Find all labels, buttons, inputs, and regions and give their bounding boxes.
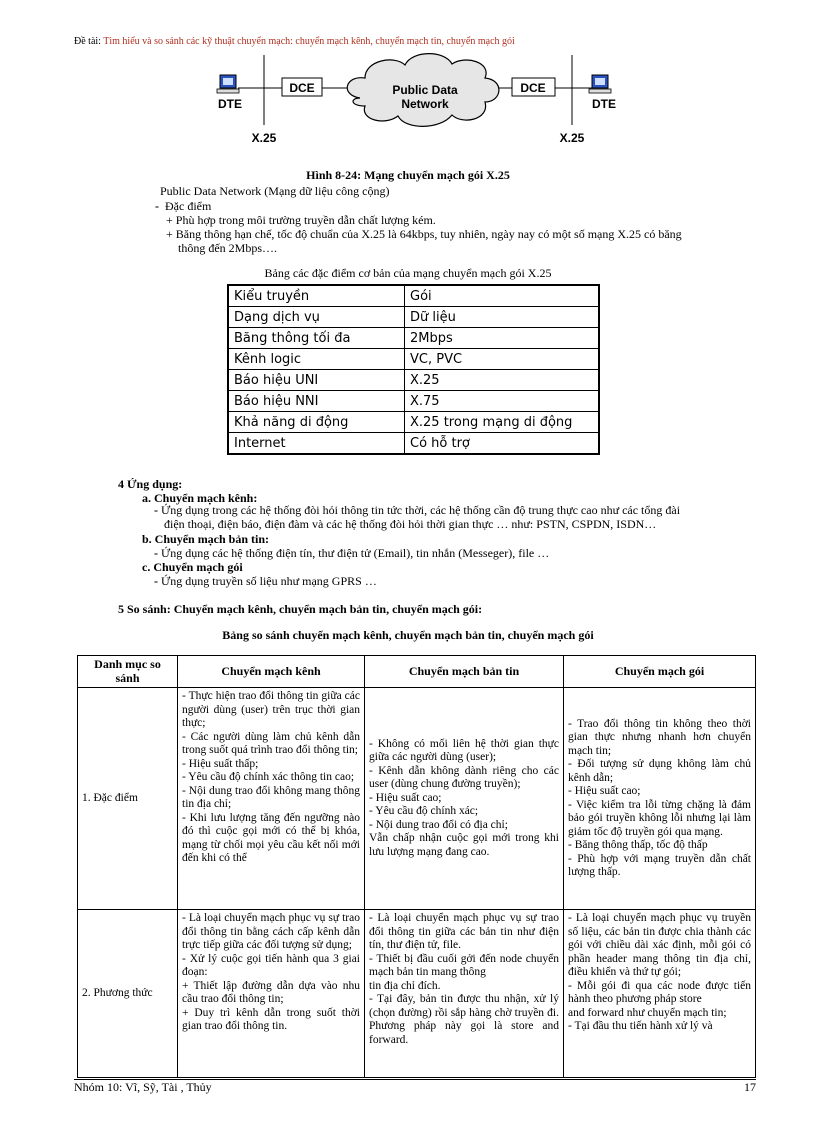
cell-circuit-method: - Là loại chuyển mạch phục vụ sự trao đổi thông tin bằng cách cấp kênh dẫn trực tiếp giữa các đối tượng sử dụng; - Xử lý cuộc gọi tiến hành qua 3 giai đoạn: + Thiết lập đường dẫn dựa vào nhu cầu trao đổi thông tin; + Duy trì kênh dẫn trong suốt thời gian trao đổi thông tin. xyxy=(178,910,365,1078)
props-key: Internet xyxy=(228,433,405,455)
section-4c-text: - Ứng dụng truyền số liệu như mạng GPRS … xyxy=(154,574,377,588)
props-row xyxy=(228,391,599,412)
header-label: Đề tài: xyxy=(74,36,101,47)
header-circuit: Chuyển mạch kênh xyxy=(178,656,365,688)
page-number: 17 xyxy=(744,1080,756,1094)
props-key: Báo hiệu NNI xyxy=(228,391,405,412)
cloud-label-line2: Network xyxy=(401,97,449,111)
section-4b-title: b. Chuyển mạch bản tin: xyxy=(142,532,270,546)
props-value: X.25 trong mạng di động xyxy=(405,412,600,433)
props-value: Dữ liệu xyxy=(405,307,600,328)
props-row xyxy=(228,307,599,328)
features-heading: - Đặc điểm xyxy=(155,199,212,213)
props-row xyxy=(228,412,599,433)
page-header xyxy=(74,36,515,47)
header-topic: Tìm hiểu và so sánh các kỹ thuật chuyển mạch: chuyển mạch kênh, chuyển mạch tin, chuyển mạch gói xyxy=(103,36,515,47)
props-key: Báo hiệu UNI xyxy=(228,370,405,391)
props-row xyxy=(228,328,599,349)
footer-group: Nhóm 10: Vĩ, Sỹ, Tài , Thủy xyxy=(74,1080,212,1094)
page-footer xyxy=(74,1079,756,1095)
dte-left-label: DTE xyxy=(218,97,242,111)
cell-circuit-characteristics: - Thực hiện trao đổi thông tin giữa các người dùng (user) trên trục thời gian thực; - Các người dùng làm chủ kênh dẫn trong suốt quá trình trao đổi thông tin; - Hiệu suất thấp; - Yêu cầu độ chính xác thông tin cao; - Nội dung trao đổi không mang thông tin địa chỉ; - Khi lưu lượng tăng đến ngưỡng nào đó thì cuộc gọi mới có thể bị khóa, mạng từ chối mọi yêu cầu kết nối mới đến khi có thể xyxy=(178,688,365,910)
figure-caption: Hình 8-24: Mạng chuyển mạch gói X.25 xyxy=(306,168,510,182)
feature-bullet-2-cont: thông đến 2Mbps…. xyxy=(178,241,277,255)
props-key: Kênh logic xyxy=(228,349,405,370)
public-data-network-cloud xyxy=(347,54,499,127)
props-value: VC, PVC xyxy=(405,349,600,370)
row-label-characteristics: 1. Đặc điểm xyxy=(78,688,178,910)
cloud-label-line1: Public Data xyxy=(392,83,458,97)
comparison-table-caption: Bảng so sánh chuyển mạch kênh, chuyển mạch bản tin, chuyển mạch gói xyxy=(222,628,594,642)
props-key: Băng thông tối đa xyxy=(228,328,405,349)
feature-bullet-2: + Băng thông hạn chế, tốc độ chuẩn của X.25 là 64kbps, tuy nhiên, ngày nay có một số mạng X.25 có băng xyxy=(166,227,682,241)
svg-text:DCE: DCE xyxy=(520,81,546,95)
x25-right-label: X.25 xyxy=(559,131,585,145)
dce-left xyxy=(282,78,322,96)
props-value: X.75 xyxy=(405,391,600,412)
svg-text:DCE: DCE xyxy=(289,81,315,95)
comparison-table xyxy=(77,655,756,1078)
props-row xyxy=(228,349,599,370)
section-4b-text: - Ứng dụng các hệ thống điện tín, thư điện tử (Email), tin nhắn (Messeger), file … xyxy=(154,546,550,560)
props-value: X.25 xyxy=(405,370,600,391)
props-row xyxy=(228,285,599,307)
cell-message-method: - Là loại chuyển mạch phục vụ sự trao đổi thông tin giữa các bản tin như điện tín, thư điện tử, file. - Thiết bị đầu cuối gởi đến node chuyển mạch bản tin mang thông tin địa chỉ đích. - Tại đây, bản tin được thu nhận, xử lý (chọn đường) rồi sắp hàng chờ truyền đi. Phương pháp này gọi là store and forward. xyxy=(365,910,564,1078)
cell-message-characteristics: - Không có mối liên hệ thời gian thực giữa các người dùng (user); - Kênh dẫn không dành riêng cho các user (dùng chung đường truyền); - Hiệu suất cao; - Yêu cầu độ chính xác; - Nội dung trao đổi có địa chỉ; Vẫn chấp nhận cuộc gọi mới trong khi lưu lượng mạng đang cao. xyxy=(365,688,564,910)
props-row xyxy=(228,433,599,455)
props-key: Khả năng di động xyxy=(228,412,405,433)
dte-right-computer-icon xyxy=(589,75,611,93)
section-5-title: 5 So sánh: Chuyển mạch kênh, chuyển mạch bản tin, chuyển mạch gói: xyxy=(118,602,483,616)
section-4a-text: - Ứng dụng trong các hệ thống đòi hỏi thông tin tức thời, các hệ thống cần độ trung thực cao như các tổng đài điện thoại, điện báo, điện đàm và các hệ thống đòi hỏi thời gian thực … như: PSTN, CSPDN, ISDN… xyxy=(154,503,681,531)
pdn-line: Public Data Network (Mạng dữ liệu công cộng) xyxy=(160,184,390,198)
props-row xyxy=(228,370,599,391)
cell-packet-characteristics: - Trao đổi thông tin không theo thời gian thực nhưng nhanh hơn chuyển mạch tin; - Đối tượng sử dụng không làm chủ kênh dẫn; - Hiệu suất cao; - Việc kiểm tra lỗi từng chặng là đảm bảo gói truyền không lỗi nhưng lại làm giảm tốc độ truyền gói qua mạng. - Băng thông thấp, tốc độ thấp - Phù hợp với mạng truyền dẫn chất lượng thấp. xyxy=(564,688,756,910)
header-packet: Chuyển mạch gói xyxy=(564,656,756,688)
props-value: 2Mbps xyxy=(405,328,600,349)
section-4c-title: c. Chuyển mạch gói xyxy=(142,560,243,574)
props-table-caption: Bảng các đặc điểm cơ bản của mạng chuyển mạch gói X.25 xyxy=(264,266,552,280)
x25-left-label: X.25 xyxy=(251,131,277,145)
dce-right xyxy=(512,78,555,96)
feature-bullet-1: + Phù hợp trong môi trường truyền dẫn chất lượng kém. xyxy=(166,213,436,227)
row-label-method: 2. Phương thức xyxy=(78,910,178,1078)
props-key: Dạng dịch vụ xyxy=(228,307,405,328)
props-value: Gói xyxy=(405,285,600,307)
props-key: Kiểu truyền xyxy=(228,285,405,307)
x25-properties-table xyxy=(227,284,600,455)
dte-left-computer-icon xyxy=(217,75,239,93)
x25-network-diagram xyxy=(200,50,620,150)
props-value: Có hỗ trợ xyxy=(405,433,600,455)
section-4a-title: a. Chuyển mạch kênh: xyxy=(142,491,258,505)
cell-packet-method: - Là loại chuyển mạch phục vụ truyền số liệu, các bản tin được chia thành các gói với chiều dài xác định, mỗi gói có phần header mang thông tin địa chỉ, điều khiển và thứ tự gói; - Mỗi gói đi qua các node được tiến hành theo phương pháp store and forward như chuyển mạch tin; - Tại đầu thu tiến hành xử lý và xyxy=(564,910,756,1078)
dte-right-label: DTE xyxy=(592,97,616,111)
header-category: Danh mục so sánh xyxy=(78,656,178,688)
section-4-title: 4 Ứng dụng: xyxy=(118,477,183,491)
header-message: Chuyển mạch bản tin xyxy=(365,656,564,688)
